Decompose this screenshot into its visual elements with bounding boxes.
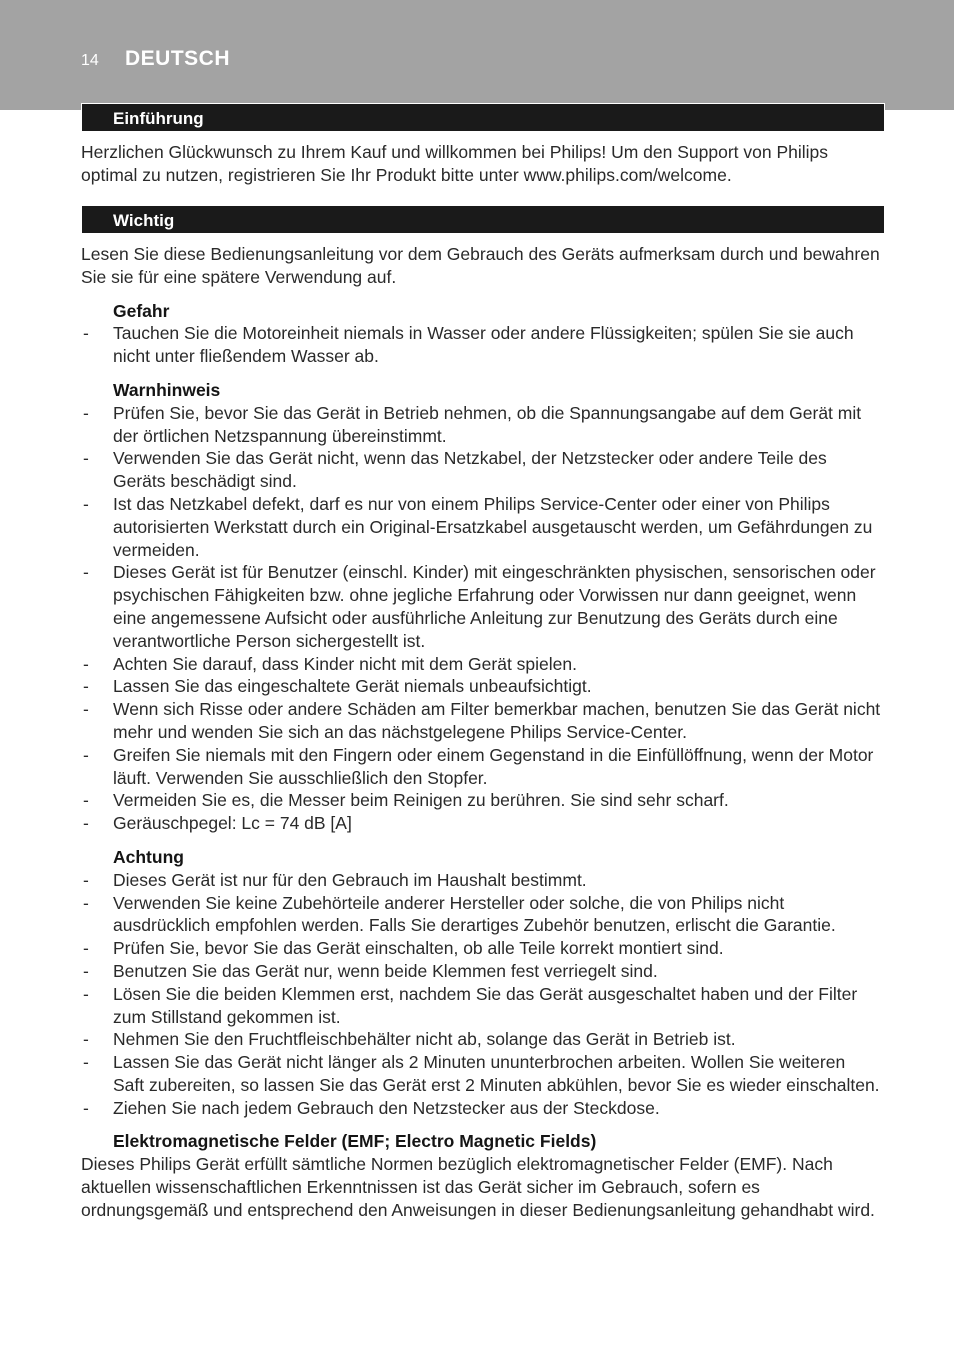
page-number: 14 — [81, 52, 99, 69]
list-item: - Lassen Sie das Gerät nicht länger als 2 Minuten ununterbrochen arbeiten. Wollen Sie weiteren Saft zubereiten, so lassen Sie das Gerät erst 2 Minuten abkühlen, bevor Sie es wieder einschalten. — [81, 1051, 881, 1097]
warning-list — [81, 402, 881, 835]
list-item: - Greifen Sie niemals mit den Fingern oder einem Gegenstand in die Einfüllöffnung, wenn der Motor läuft. Verwenden Sie ausschließlich den Stopfer. — [81, 744, 881, 790]
list-item: - Lassen Sie das eingeschaltete Gerät niemals unbeaufsichtigt. — [81, 675, 881, 698]
list-item: - Achten Sie darauf, dass Kinder nicht mit dem Gerät spielen. — [81, 653, 881, 676]
page-header — [0, 0, 954, 110]
danger-list — [81, 322, 881, 368]
caution-list — [81, 869, 881, 1120]
emf-paragraph: Dieses Philips Gerät erfüllt sämtliche Normen bezüglich elektromagnetischer Felder (EMF). Nach aktuellen wissenschaftlichen Erkenntnissen ist das Gerät sicher im Gebrauch, sofern es ordnungsgemäß und entsprechend den Anweisungen in dieser Bedienungsanleitung gehandhabt wird. — [81, 1154, 875, 1220]
list-item: - Verwenden Sie keine Zubehörteile anderer Hersteller oder solche, die von Philips nicht ausdrücklich empfohlen werden. Falls Sie derartiges Zubehör benutzen, erlischt die Garantie. — [81, 892, 881, 938]
section-bar-important — [81, 205, 885, 234]
list-item: - Benutzen Sie das Gerät nur, wenn beide Klemmen fest verriegelt sind. — [81, 960, 881, 983]
list-item: - Lösen Sie die beiden Klemmen erst, nachdem Sie das Gerät ausgeschaltet haben und der Filter zum Stillstand gekommen ist. — [81, 983, 881, 1029]
intro-block — [81, 141, 881, 187]
list-item: - Prüfen Sie, bevor Sie das Gerät in Betrieb nehmen, ob die Spannungsangabe auf dem Gerät mit der örtlichen Netzspannung übereinstimmt. — [81, 402, 881, 448]
danger-heading: Gefahr — [113, 300, 170, 321]
section-bar-intro — [81, 103, 885, 132]
section-title-important: Wichtig — [113, 211, 175, 230]
list-item: - Verwenden Sie das Gerät nicht, wenn das Netzkabel, der Netzstecker oder andere Teile des Geräts beschädigt sind. — [81, 447, 881, 493]
list-item: - Vermeiden Sie es, die Messer beim Reinigen zu berühren. Sie sind sehr scharf. — [81, 789, 881, 812]
warning-heading: Warnhinweis — [113, 379, 221, 400]
list-item: - Ist das Netzkabel defekt, darf es nur von einem Philips Service-Center oder einer von Philips autorisierten Werkstatt durch ein Original-Ersatzkabel ausgetauscht werden, um Gefährdungen zu vermeiden. — [81, 493, 881, 561]
list-item: - Wenn sich Risse oder andere Schäden am Filter bemerkbar machen, benutzen Sie das Gerät nicht mehr und wenden Sie sich an das nächstgelegene Philips Service-Center. — [81, 698, 881, 744]
caution-heading: Achtung — [113, 846, 184, 867]
important-block — [81, 243, 881, 1222]
language-title: DEUTSCH — [125, 47, 231, 70]
list-item: - Dieses Gerät ist für Benutzer (einschl. Kinder) mit eingeschränkten physischen, sensorischen oder psychischen Fähigkeiten bzw. ohne jegliche Erfahrung oder Vorwissen nur dann geeignet, wenn eine angemessene Aufsicht oder ausführliche Anleitung zur Benutzung des Geräts durch eine verantwortliche Person sichergestellt ist. — [81, 561, 881, 652]
list-item: - Prüfen Sie, bevor Sie das Gerät einschalten, ob alle Teile korrekt montiert sind. — [81, 937, 881, 960]
important-paragraph: Lesen Sie diese Bedienungsanleitung vor dem Gebrauch des Geräts aufmerksam durch und bewahren Sie sie für eine spätere Verwendung auf. — [81, 244, 880, 287]
emf-heading: Elektromagnetische Felder (EMF; Electro Magnetic Fields) — [113, 1131, 597, 1152]
intro-paragraph: Herzlichen Glückwunsch zu Ihrem Kauf und willkommen bei Philips! Um den Support von Philips optimal zu nutzen, registrieren Sie Ihr Produkt bitte unter www.philips.com/welcome. — [81, 142, 829, 185]
section-title-intro: Einführung — [113, 109, 204, 128]
list-item: - Geräuschpegel: Lc = 74 dB [A] — [81, 812, 881, 835]
list-item: - Dieses Gerät ist nur für den Gebrauch im Haushalt bestimmt. — [81, 869, 881, 892]
list-item: - Ziehen Sie nach jedem Gebrauch den Netzstecker aus der Steckdose. — [81, 1097, 881, 1120]
list-item: - Tauchen Sie die Motoreinheit niemals in Wasser oder andere Flüssigkeiten; spülen Sie sie auch nicht unter fließendem Wasser ab. — [81, 322, 881, 368]
list-item: - Nehmen Sie den Fruchtfleischbehälter nicht ab, solange das Gerät in Betrieb ist. — [81, 1028, 881, 1051]
